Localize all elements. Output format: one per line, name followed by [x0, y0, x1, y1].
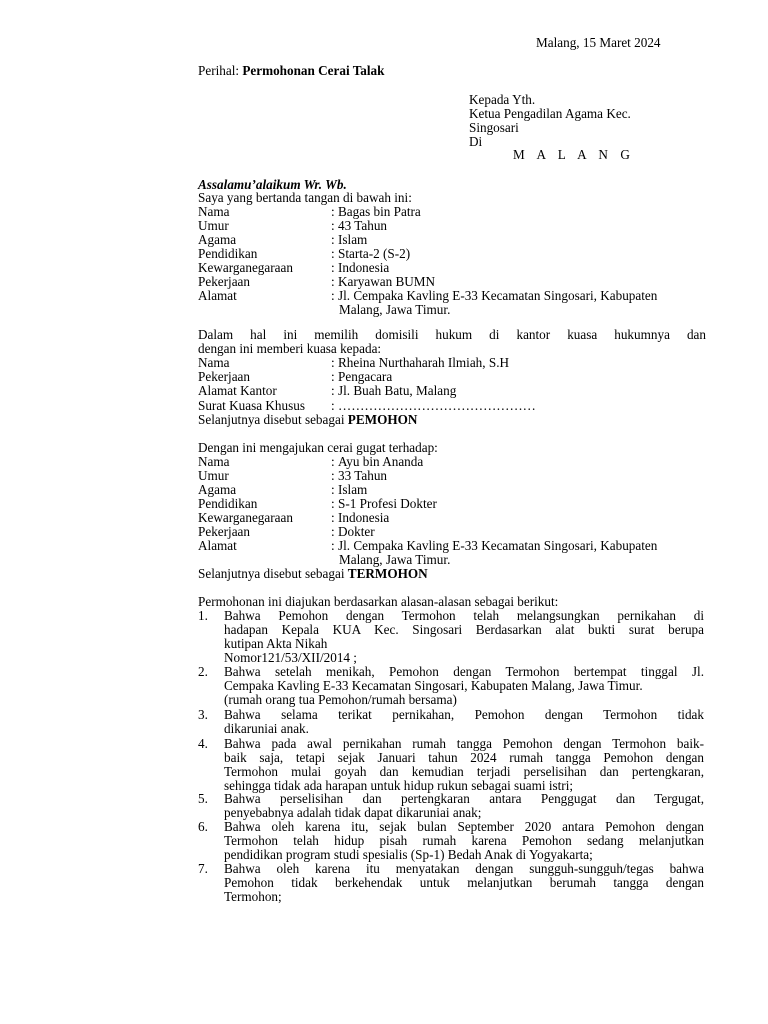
designation-prefix: Selanjutnya disebut sebagai	[198, 566, 348, 581]
pemohon-field-pekerjaan	[198, 275, 706, 289]
field-colon: :	[331, 274, 335, 289]
field-label: Kewarganegaraan	[198, 260, 293, 275]
recipient-line-3: Singosari	[469, 120, 519, 135]
recipient-line-1: Kepada Yth.	[469, 92, 536, 107]
field-value: 33 Tahun	[338, 468, 388, 483]
reason-line: Nomor121/53/XII/2014 ;	[224, 650, 357, 665]
reason-line: Bahwa oleh karena itu, sejak bulan September 2020 antara Pemohon dengan	[224, 819, 704, 834]
reason-number: 2.	[198, 664, 208, 679]
field-value: Dokter	[338, 524, 375, 539]
reason-line: Bahwa oleh karena itu menyatakan dengan sungguh-sungguh/tegas bahwa	[224, 861, 704, 876]
termohon-field-nama	[198, 455, 706, 469]
field-label: Nama	[198, 355, 230, 370]
reason-text	[224, 792, 704, 820]
field-label: Pendidikan	[198, 496, 258, 511]
field-label: Umur	[198, 218, 229, 233]
perihal-label: Perihal:	[198, 63, 243, 78]
reason-line: Termohon telah hidup pisah rumah karena Pemohon sedang melanjutkan	[224, 833, 704, 848]
reason-line: Cempaka Kavling E-33 Kecamatan Singosari, Kabupaten Malang, Jawa Timur.	[224, 678, 643, 693]
field-colon: :	[331, 288, 335, 303]
field-colon: :	[331, 355, 335, 370]
reason-number: 4.	[198, 736, 208, 751]
field-value: Islam	[338, 482, 368, 497]
field-value: S-1 Profesi Dokter	[338, 496, 437, 511]
field-label: Pekerjaan	[198, 274, 250, 289]
reason-text	[224, 820, 704, 862]
pemohon-designation	[198, 413, 417, 427]
reason-line: Pemohon tidak berkehendak untuk melanjutkan berumah tangga dengan	[224, 875, 704, 890]
field-label: Umur	[198, 468, 229, 483]
reason-line: Termohon mulai goyah dan kemudian terjadi perselisihan dan pertengkaran,	[224, 764, 704, 779]
field-colon: :	[331, 260, 335, 275]
field-colon: :	[331, 232, 335, 247]
reason-number: 6.	[198, 819, 208, 834]
field-label: Nama	[198, 454, 230, 469]
designation-role: PEMOHON	[347, 412, 418, 427]
reason-line: Bahwa perselisihan dan pertengkaran antara Penggugat dan Tergugat,	[224, 791, 704, 806]
reason-line: sehingga tidak ada harapan untuk hidup rukun sebagai suami istri;	[224, 778, 574, 793]
greeting: Assalamu’alaikum Wr. Wb.	[198, 177, 347, 192]
field-value: Jl. Buah Batu, Malang	[338, 383, 457, 398]
field-colon: :	[331, 496, 335, 511]
reason-number: 1.	[198, 608, 208, 623]
field-colon: :	[331, 468, 335, 483]
termohon-field-pekerjaan	[198, 525, 706, 539]
reason-line: penyebabnya adalah tidak dapat dikaruniai anak;	[224, 805, 482, 820]
reason-line: Bahwa Pemohon dengan Termohon telah melangsungkan pernikahan di	[224, 608, 704, 623]
field-colon: :	[331, 218, 335, 233]
reason-text	[224, 609, 704, 665]
field-colon: :	[331, 398, 335, 413]
intro-text: Saya yang bertanda tangan di bawah ini:	[198, 190, 412, 205]
field-value-cont: Malang, Jawa Timur.	[339, 302, 451, 317]
field-value: Rheina Nurthaharah Ilmiah, S.H	[338, 355, 510, 370]
pemohon-field-umur	[198, 219, 706, 233]
field-label: Alamat	[198, 538, 237, 553]
domisili-line-1: Dalam hal ini memilih domisili hukum di kantor kuasa hukumnya dan	[198, 327, 706, 342]
kuasa-field-alamat-kantor	[198, 384, 706, 398]
termohon-field-kewarganegaraan	[198, 511, 706, 525]
reason-line: Bahwa pada awal pernikahan rumah tangga Pemohon dengan Termohon baik-	[224, 736, 704, 751]
reason-line: hadapan Kepala KUA Kec. Singosari Berdasarkan alat bukti surat berupa	[224, 622, 704, 637]
recipient-line-2: Ketua Pengadilan Agama Kec.	[469, 106, 631, 121]
field-label: Alamat	[198, 288, 237, 303]
field-label: Agama	[198, 482, 237, 497]
field-label: Surat Kuasa Khusus	[198, 398, 305, 413]
termohon-field-alamat	[198, 539, 706, 567]
field-value: ………………………………………	[338, 398, 536, 413]
field-label: Pekerjaan	[198, 369, 250, 384]
pemohon-field-nama	[198, 205, 706, 219]
reason-line: (rumah orang tua Pemohon/rumah bersama)	[224, 692, 457, 707]
reason-line: Termohon;	[224, 889, 282, 904]
reason-line: Bahwa setelah menikah, Pemohon dengan Termohon bertempat tinggal Jl.	[224, 664, 704, 679]
field-value: Indonesia	[338, 510, 390, 525]
field-label: Kewarganegaraan	[198, 510, 293, 525]
kuasa-field-nama	[198, 356, 706, 370]
field-colon: :	[331, 246, 335, 261]
reason-line: Bahwa selama terikat pernikahan, Pemohon dengan Termohon tidak	[224, 707, 704, 722]
reason-line: pendidikan program studi spesialis (Sp-1) Bedah Anak di Yogyakarta;	[224, 847, 593, 862]
termohon-designation	[198, 567, 428, 581]
field-value: Islam	[338, 232, 368, 247]
designation-role: TERMOHON	[347, 566, 428, 581]
pemohon-field-kewarganegaraan	[198, 261, 706, 275]
field-value: 43 Tahun	[338, 218, 388, 233]
field-label: Pendidikan	[198, 246, 258, 261]
recipient-line-4: Di	[469, 134, 483, 149]
field-label: Nama	[198, 204, 230, 219]
pemohon-field-agama	[198, 233, 706, 247]
reason-text	[224, 708, 704, 736]
field-label: Agama	[198, 232, 237, 247]
termohon-field-pendidikan	[198, 497, 706, 511]
domisili-line-2: dengan ini memberi kuasa kepada:	[198, 341, 382, 356]
pemohon-field-alamat	[198, 289, 706, 317]
domisili-paragraph	[198, 328, 706, 356]
kuasa-field-pekerjaan	[198, 370, 706, 384]
kuasa-field-surat-kuasa	[198, 399, 706, 413]
field-value: Pengacara	[338, 369, 393, 384]
field-colon: :	[331, 369, 335, 384]
field-value: Indonesia	[338, 260, 390, 275]
recipient-city: M A L A N G	[513, 147, 635, 162]
field-value: Bagas bin Patra	[338, 204, 421, 219]
field-colon: :	[331, 454, 335, 469]
reason-number: 5.	[198, 791, 208, 806]
reason-line: kutipan Akta Nikah	[224, 636, 328, 651]
designation-prefix: Selanjutnya disebut sebagai	[198, 412, 348, 427]
termohon-intro: Dengan ini mengajukan cerai gugat terhadap:	[198, 440, 438, 455]
field-label: Pekerjaan	[198, 524, 250, 539]
perihal-value: Permohonan Cerai Talak	[242, 63, 385, 78]
field-colon: :	[331, 383, 335, 398]
reason-number: 7.	[198, 861, 208, 876]
field-colon: :	[331, 510, 335, 525]
perihal-line	[198, 64, 384, 78]
reason-line: baik saja, tetapi sejak Januari tahun 2024 rumah tangga Pemohon dengan	[224, 750, 704, 765]
reason-text	[224, 665, 704, 707]
place-date: Malang, 15 Maret 2024	[536, 35, 661, 50]
field-value: Jl. Cempaka Kavling E-33 Kecamatan Singosari, Kabupaten	[338, 288, 658, 303]
reasons-intro: Permohonan ini diajukan berdasarkan alasan-alasan sebagai berikut:	[198, 594, 559, 609]
termohon-field-umur	[198, 469, 706, 483]
termohon-field-agama	[198, 483, 706, 497]
reason-text	[224, 862, 704, 904]
reason-number: 3.	[198, 707, 208, 722]
field-colon: :	[331, 524, 335, 539]
field-colon: :	[331, 482, 335, 497]
field-value: Ayu bin Ananda	[338, 454, 424, 469]
reason-line: dikaruniai anak.	[224, 721, 309, 736]
pemohon-field-pendidikan	[198, 247, 706, 261]
reason-text	[224, 737, 704, 793]
field-value: Karyawan BUMN	[338, 274, 436, 289]
field-colon: :	[331, 204, 335, 219]
field-value-cont: Malang, Jawa Timur.	[339, 552, 451, 567]
field-value: Jl. Cempaka Kavling E-33 Kecamatan Singosari, Kabupaten	[338, 538, 658, 553]
field-colon: :	[331, 538, 335, 553]
field-label: Alamat Kantor	[198, 383, 277, 398]
field-value: Starta-2 (S-2)	[338, 246, 411, 261]
